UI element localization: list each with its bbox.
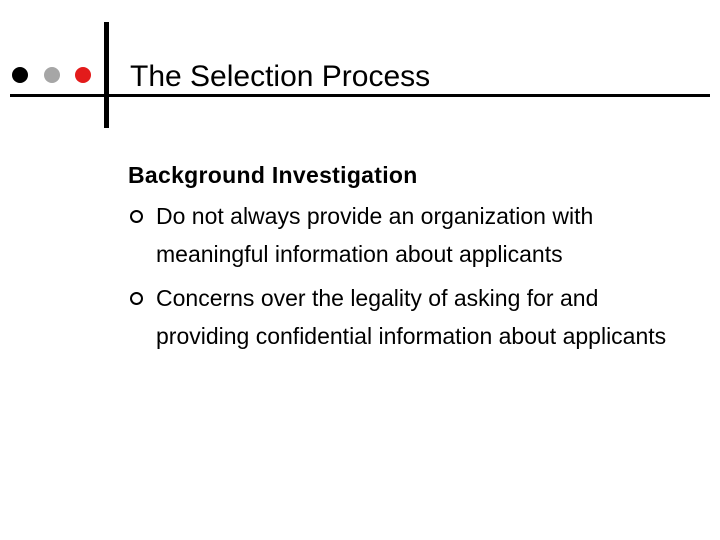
bullet-item (128, 279, 698, 355)
slide-title: The Selection Process (130, 60, 431, 93)
bullet-item (128, 197, 698, 273)
gray-dot-icon (44, 67, 60, 83)
hollow-circle-bullet-icon (130, 210, 143, 223)
slide-content (128, 158, 698, 361)
bullet-list (128, 197, 698, 355)
hollow-circle-bullet-icon (130, 292, 143, 305)
red-dot-icon (75, 67, 91, 83)
bullet-text: Do not always provide an organization with meaningful information about applicants (156, 203, 594, 267)
black-dot-icon (12, 67, 28, 83)
section-heading: Background Investigation (128, 162, 418, 188)
vertical-rule (104, 22, 109, 128)
bullet-text: Concerns over the legality of asking for and providing confidential information about applicants (156, 285, 667, 349)
